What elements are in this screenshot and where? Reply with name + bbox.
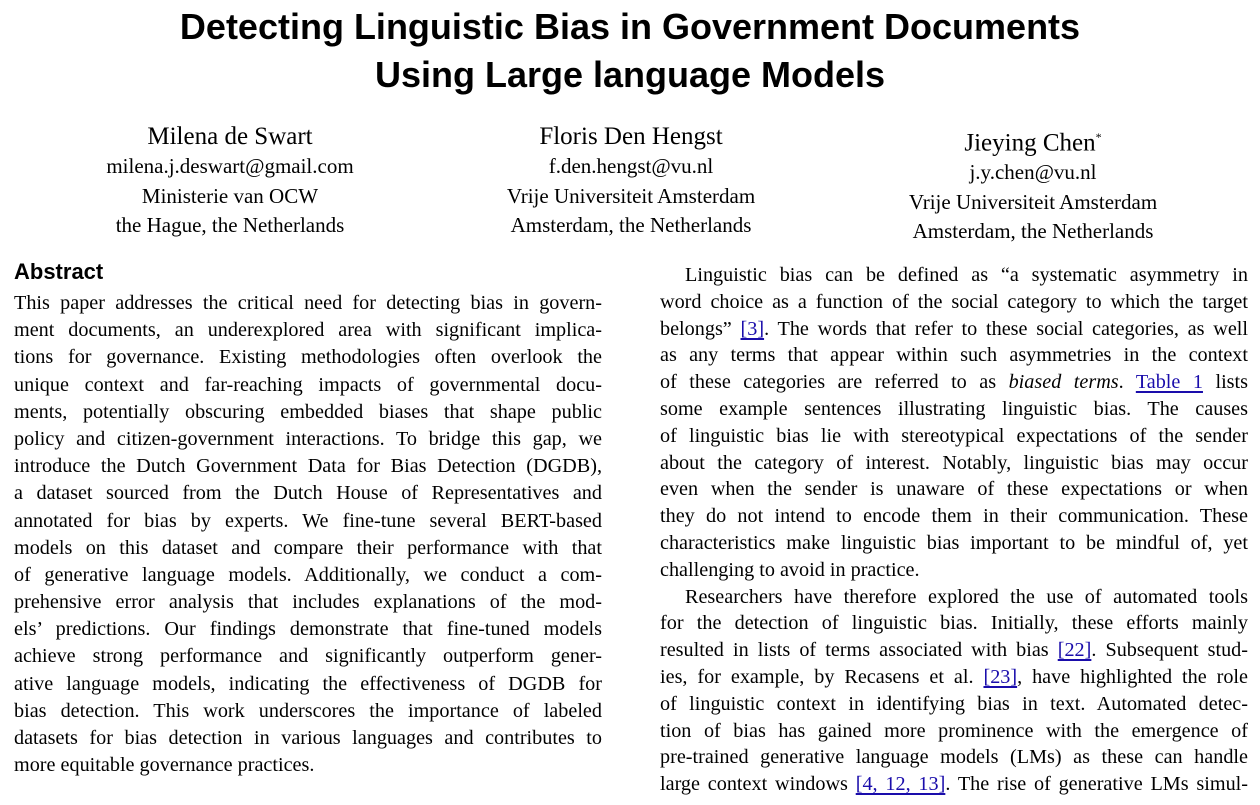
text-line [14, 453, 602, 480]
text-line [660, 503, 1248, 530]
text-span: ment documents, an underexplored area with significant implica- [14, 319, 602, 342]
text-line [14, 671, 602, 698]
text-span: This paper addresses the critical need for detecting bias in govern- [14, 292, 602, 314]
text-span: els’ predictions. Our findings demonstrate that fine-tuned models [14, 618, 602, 641]
author-email: milena.j.deswart@gmail.com [106, 154, 354, 178]
text-line [14, 535, 602, 562]
text-span: . Subsequent stud- [1091, 639, 1248, 662]
emphasized-text: biased terms [1008, 371, 1119, 394]
text-span: characteristics make linguistic bias important to be mindful of, yet [660, 531, 1248, 554]
text-span: belongs” [660, 317, 741, 340]
text-line [660, 262, 1248, 289]
text-span: ments, potentially obscuring embedded biases that shape public [14, 400, 602, 423]
text-span: challenging to avoid in practice. [660, 558, 920, 581]
text-line [14, 290, 602, 317]
text-line [660, 476, 1248, 503]
text-line [660, 584, 1248, 611]
text-line [660, 691, 1248, 718]
text-span: ative language models, indicating the effectiveness of DGDB for [14, 672, 602, 695]
text-line [14, 752, 602, 779]
text-span: achieve strong performance and significantly outperform gener- [14, 645, 602, 668]
citation-link[interactable]: [4, 12, 13] [855, 773, 946, 796]
citation-link[interactable]: Table 1 [1135, 371, 1203, 394]
author-location: the Hague, the Netherlands [115, 213, 345, 237]
text-span: of these categories are referred to as [660, 371, 1009, 394]
author-affiliation: Ministerie van OCW [141, 183, 319, 208]
text-line [660, 450, 1248, 477]
text-span: they do not intend to encode them in their communication. These [660, 505, 1248, 528]
author-block [30, 122, 430, 241]
text-span: of linguistic bias lie with stereotypical expectations of the sender [660, 424, 1248, 447]
text-line [14, 344, 602, 371]
text-span: policy and citizen-government interactions. To bridge this gap, we [14, 427, 602, 450]
text-line [660, 396, 1248, 423]
citation-link[interactable]: [23] [983, 665, 1018, 688]
text-line [660, 744, 1248, 771]
text-span: , have highlighted the role [1017, 665, 1249, 688]
text-line [660, 316, 1248, 343]
abstract-body [14, 290, 602, 779]
text-line [660, 664, 1248, 691]
text-line [660, 557, 1248, 584]
text-line [14, 372, 602, 399]
introduction-body [660, 262, 1248, 798]
text-span: tions for governance. Existing methodologies often overlook the [14, 346, 602, 369]
author-name: Jieying Chen [964, 129, 1096, 157]
text-span: word choice as a function of the social category to which the target [660, 290, 1248, 313]
text-line [660, 423, 1248, 450]
text-span: pre-trained generative language models (LMs) as these can handle [660, 746, 1248, 769]
text-line [14, 426, 602, 453]
text-line [14, 589, 602, 616]
text-span: annotated for bias by experts. We fine-tune several BERT-based [14, 509, 602, 532]
text-span: as any terms that appear within such asymmetries in the context [660, 344, 1248, 367]
text-line [660, 610, 1248, 637]
citation-link[interactable]: [22] [1057, 639, 1092, 662]
text-line [14, 698, 602, 725]
text-span: a dataset sourced from the Dutch House of Representatives and [14, 482, 602, 505]
text-span: of linguistic context in identifying bias in text. Automated detec- [660, 692, 1248, 715]
text-span: tion of bias has gained more prominence with the emergence of [660, 719, 1248, 742]
text-line [14, 725, 602, 752]
text-span: more equitable governance practices. [14, 754, 315, 777]
author-name: Milena de Swart [147, 123, 313, 150]
text-line [660, 342, 1248, 369]
text-span: for the detection of linguistic bias. Initially, these efforts mainly [660, 612, 1248, 635]
paper-title-line-2: Using Large language Models [374, 54, 886, 95]
author-location: Amsterdam, the Netherlands [510, 213, 752, 237]
text-span: datasets for bias detection in various languages and contributes to [14, 727, 602, 749]
author-affiliation: Vrije Universiteit Amsterdam [908, 189, 1158, 214]
text-line [660, 637, 1248, 664]
text-span: lists [1202, 371, 1248, 394]
text-span: ies, for example, by Recasens et al. [660, 665, 984, 688]
text-span: some example sentences illustrating linguistic bias. The causes [660, 397, 1248, 420]
text-span: . The rise of generative LMs simul- [945, 773, 1248, 796]
text-line [14, 616, 602, 643]
text-span: Researchers have therefore explored the use of automated tools [685, 585, 1248, 608]
text-span: of generative language models. Additionally, we conduct a com- [14, 563, 602, 586]
text-line [660, 289, 1248, 316]
text-span: prehensive error analysis that includes explanations of the mod- [14, 591, 602, 614]
paper-title-line-1: Detecting Linguistic Bias in Government Documents [179, 6, 1081, 47]
text-line [660, 369, 1248, 396]
text-span: even when the sender is unaware of these expectations or when [660, 478, 1248, 501]
text-line [14, 399, 602, 426]
author-email: j.y.chen@vu.nl [969, 160, 1097, 185]
text-line [14, 643, 602, 670]
text-line [660, 771, 1248, 798]
author-name: Floris Den Hengst [539, 123, 723, 150]
text-line [14, 508, 602, 535]
author-affiliation: Vrije Universiteit Amsterdam [506, 183, 756, 208]
abstract-heading: Abstract [14, 259, 104, 284]
corresponding-author-mark: * [1095, 130, 1102, 144]
text-span: introduce the Dutch Government Data for Bias Detection (DGDB), [14, 455, 602, 478]
text-line [660, 718, 1248, 745]
text-span: Linguistic bias can be defined as “a systematic asymmetry in [685, 264, 1248, 286]
text-span: about the category of interest. Notably, linguistic bias may occur [660, 451, 1248, 474]
author-block [833, 122, 1233, 247]
text-line [14, 562, 602, 589]
author-block [431, 122, 831, 241]
text-span: models on this dataset and compare their performance with that [14, 536, 602, 559]
text-span: . The words that refer to these social categories, as well [764, 317, 1248, 340]
author-email: f.den.hengst@vu.nl [548, 154, 714, 178]
text-span: bias detection. This work underscores the importance of labeled [14, 699, 602, 722]
text-span: unique context and far-reaching impacts of governmental docu- [14, 373, 602, 396]
citation-link[interactable]: [3] [740, 317, 765, 340]
author-location: Amsterdam, the Netherlands [912, 219, 1154, 244]
text-span: . [1118, 371, 1136, 394]
text-span: resulted in lists of terms associated with bias [660, 639, 1058, 662]
text-line [660, 530, 1248, 557]
text-line [14, 480, 602, 507]
text-line [14, 317, 602, 344]
text-span: large context windows [660, 773, 856, 796]
